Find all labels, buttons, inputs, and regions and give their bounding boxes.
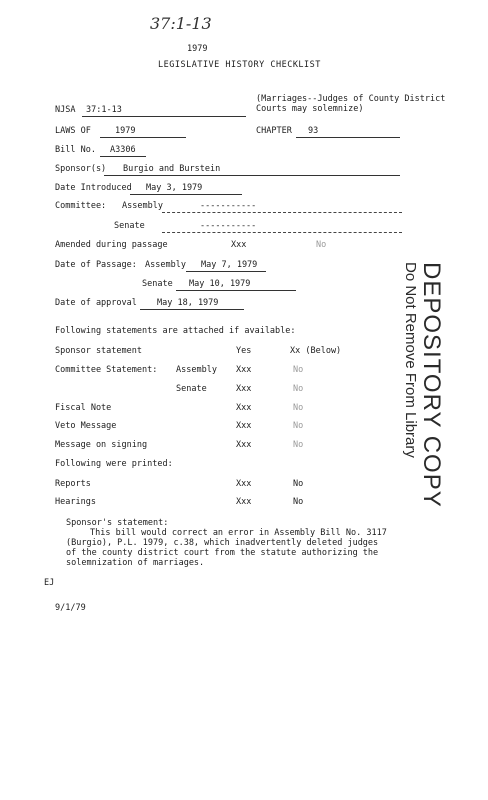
amended-no: No (316, 240, 327, 250)
printed-label: Hearings (55, 497, 96, 507)
passage-senate-value: May 10, 1979 (189, 279, 251, 289)
sponsor-statement-line: solemnization of marriages. (66, 558, 205, 568)
statement-yes: Xxx (236, 384, 252, 394)
njsa-label: NJSA (55, 105, 76, 115)
passage-senate-label: Senate (142, 279, 173, 289)
statement-no: No (293, 384, 304, 394)
statement-label: Message on signing (55, 440, 148, 450)
statement-no: No (293, 421, 304, 431)
year-header: 1979 (187, 44, 208, 54)
statement-label: Committee Statement: (55, 365, 158, 375)
committee-assembly-value: ----------- (200, 201, 257, 211)
njsa-value: 37:1-13 (86, 105, 122, 115)
chapter-label: CHAPTER (256, 126, 292, 136)
approval-underline (140, 309, 244, 310)
subject-line2: Courts may solemnize) (256, 104, 364, 114)
statement-label: Fiscal Note (55, 403, 112, 413)
committee-senate-underline (162, 232, 402, 233)
printed-yes: Xxx (236, 479, 252, 489)
date-introduced-underline (130, 194, 242, 195)
depository-stamp-line1: DEPOSITORY COPY (418, 262, 445, 508)
bill-no-underline (100, 156, 146, 157)
passage-label: Date of Passage: (55, 260, 137, 270)
initials: EJ (44, 578, 55, 588)
statement-label: Sponsor statement (55, 346, 142, 356)
statement-sub-label: Senate (176, 384, 207, 394)
handwritten-doc-number: 37:1-13 (150, 14, 212, 33)
statement-sub-label: Assembly (176, 365, 217, 375)
subject-line1: (Marriages--Judges of County District (256, 94, 446, 104)
sponsor-statement-heading: Sponsor's statement: (66, 518, 169, 528)
committee-assembly-label: Assembly (122, 201, 163, 211)
passage-assembly-underline (186, 271, 266, 272)
sponsors-value: Burgio and Burstein (123, 164, 221, 174)
bill-no-label: Bill No. (55, 145, 96, 155)
statement-no: No (293, 403, 304, 413)
statement-yes: Xxx (236, 365, 252, 375)
printed-no: No (293, 497, 304, 507)
laws-of-label: LAWS OF (55, 126, 91, 136)
statement-no: No (293, 365, 304, 375)
printed-label: Reports (55, 479, 91, 489)
statement-no: Xx (Below) (290, 346, 342, 356)
date-introduced-value: May 3, 1979 (146, 183, 203, 193)
laws-of-underline (100, 137, 186, 138)
printed-no: No (293, 479, 304, 489)
njsa-underline (82, 116, 246, 117)
printed-yes: Xxx (236, 497, 252, 507)
statement-yes: Yes (236, 346, 252, 356)
bill-no-value: A3306 (110, 145, 136, 155)
date-introduced-label: Date Introduced (55, 183, 132, 193)
statement-yes: Xxx (236, 440, 252, 450)
footer-date: 9/1/79 (55, 603, 86, 613)
chapter-value: 93 (308, 126, 319, 136)
amended-label: Amended during passage (55, 240, 168, 250)
passage-assembly-value: May 7, 1979 (201, 260, 258, 270)
committee-senate-label: Senate (114, 221, 145, 231)
printed-heading: Following were printed: (55, 459, 173, 469)
passage-senate-underline (176, 290, 296, 291)
sponsor-statement-line: (Burgio), P.L. 1979, c.38, which inadvertently deleted judges (66, 538, 379, 548)
passage-assembly-label: Assembly (145, 260, 186, 270)
committee-assembly-underline (162, 212, 402, 213)
approval-value: May 18, 1979 (157, 298, 219, 308)
sponsors-underline (104, 175, 400, 176)
committee-label: Committee: (55, 201, 107, 211)
statement-label: Veto Message (55, 421, 117, 431)
depository-stamp-line2: Do Not Remove From Library (402, 262, 419, 458)
sponsor-statement-line: This bill would correct an error in Assembly Bill No. 3117 (90, 528, 387, 538)
sponsors-label: Sponsor(s) (55, 164, 107, 174)
committee-senate-value: ----------- (200, 221, 257, 231)
statement-yes: Xxx (236, 403, 252, 413)
statement-yes: Xxx (236, 421, 252, 431)
chapter-underline (296, 137, 400, 138)
laws-of-value: 1979 (115, 126, 136, 136)
attached-heading: Following statements are attached if available: (55, 326, 296, 336)
page-title: LEGISLATIVE HISTORY CHECKLIST (158, 60, 321, 70)
amended-yes: Xxx (231, 240, 247, 250)
statement-no: No (293, 440, 304, 450)
sponsor-statement-line: of the county district court from the statute authorizing the (66, 548, 379, 558)
approval-label: Date of approval (55, 298, 137, 308)
